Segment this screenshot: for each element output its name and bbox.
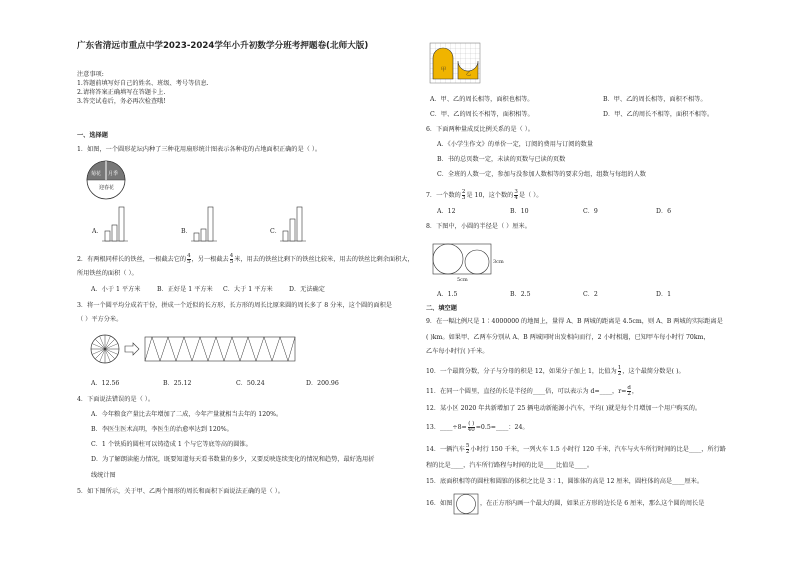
q12-stem: 12．某小区 2020 年共新增加了 25 辆电动新能源小汽车，平均( )就是每个月增加一个用户购买的。 <box>426 405 702 412</box>
q1-option-c-bars <box>280 205 306 245</box>
notes-item-3: 3.答完试卷后，务必再次检查哦! <box>77 98 166 105</box>
q2-option-a[interactable]: A．小于 1 平方米 <box>91 286 141 293</box>
q7-fraction-2: $\frac{3}{4}$ <box>514 189 518 201</box>
q2-option-b[interactable]: B．正好是 1 平方米 <box>157 286 213 293</box>
bar <box>194 233 199 241</box>
q15-stem: 15．底面积相等的圆柱和圆锥的体积之比是 3∶1，圆锥体的高是 12 厘米，圆柱体的高是____厘米。 <box>426 478 704 485</box>
q9-line-2: ( )km。如果甲、乙两车分别从 A、B 两城同时出发相向而行，2 小时相遇，已知甲车每小时行 70km， <box>426 334 710 341</box>
q4-option-d-line-1[interactable]: D．为了解朗读能力情况，既要知道每天看书数量的多少，又要反映连续变化的情况和趋势，最好选用折 <box>91 456 375 463</box>
shape-jia <box>433 48 453 79</box>
q2-line-1 <box>77 254 414 265</box>
q5-option-d[interactable]: D．甲、乙的周长不相等，面积不相等。 <box>603 111 714 118</box>
q8-dim-right: 3cm <box>493 259 504 265</box>
q16-label: 16．如图 <box>426 500 453 507</box>
bar <box>297 207 302 241</box>
q1-option-c-label[interactable]: C． <box>270 228 281 235</box>
section-fill-heading: 二、填空题 <box>426 305 457 312</box>
bar <box>201 229 206 241</box>
q6-option-c[interactable]: C．全班的人数一定，参加与没参加人数相等的要求分组，组数与每组的人数 <box>437 171 646 178</box>
q4-stem: 4．下面说法错误的是（ ）。 <box>77 396 155 403</box>
q9-line-1: 9．在一幅比例尺是 1∶4000000 的地图上，量得 A、B 两城的距离是 4.5cm，则 A、B 两城的实际距离是 <box>426 318 723 325</box>
q5-option-a[interactable]: A．甲、乙的周长相等，面积也相等。 <box>430 96 534 103</box>
q8-stem: 8．下图中，小圆的半径是（ ）厘米。 <box>426 223 531 230</box>
shape-yi-label: 乙 <box>466 71 472 77</box>
q5-option-b[interactable]: B．甲、乙的周长相等，面积不相等。 <box>603 96 707 103</box>
q2-text-c: 米，用去的铁丝比剩下的铁丝比较米，用去的铁丝比剩余面积大， <box>234 256 414 263</box>
q5-stem: 5．如下图所示，关于甲、乙两个图形的周长和面积下面说法正确的是（ ）。 <box>77 488 284 495</box>
q1-stem: 1．如图，一个圆形花坛内种了三种花用扇形统计图表示各种花的占地面积正确的是（ ）。 <box>77 146 322 153</box>
q10-stem: 10．一个最简分数，分子与分母的积是 12，如果分子加上 1，比值为 $\frac{1}{2}$ ，这个最简分数是( )。 <box>426 365 685 377</box>
section-choice-heading: 一、选择题 <box>77 132 108 139</box>
pie-label-1: 菊花 <box>91 171 102 177</box>
arrow-right-icon <box>125 343 139 355</box>
q1-option-b-label[interactable]: B． <box>181 228 192 235</box>
q14-line-2: 程的比是____，汽车所行路程与时间的比是____比值是____。 <box>426 462 594 469</box>
notes-item-1: 1.答题前填写好自己的姓名、班级、考号等信息. <box>77 80 209 87</box>
q6-stem: 6．下面两种量成反比例关系的是（ ）。 <box>426 126 534 133</box>
q3-option-a[interactable]: A．12.56 <box>91 380 120 387</box>
q13-stem: 13．____÷8= $\frac{( )}{40}$ =0.5=____：24。 <box>426 421 529 433</box>
q3-option-b[interactable]: B．25.12 <box>163 380 192 387</box>
q1-option-a-bars <box>102 205 128 245</box>
q2-fraction-2: $\frac{4}{5}$ <box>229 253 234 265</box>
q1-pie-figure <box>86 160 126 200</box>
q4-option-d-line-2: 线统计图 <box>91 472 116 479</box>
q8-circles-figure <box>432 238 502 278</box>
q3-line-2: （ ）平方分米。 <box>77 316 123 323</box>
pie-label-2: 月季 <box>108 171 119 177</box>
q2-text-a: 2．有两根同样长的铁丝，一根截去它的 <box>77 256 187 263</box>
q11-stem: 11．在同一个圆里，直径的长是半径的____倍，可以表示为 d=____，r= $\frac{d}{2}$ ， <box>426 385 639 397</box>
q16-square-figure <box>453 493 479 515</box>
shape-jia-label: 甲 <box>441 67 447 73</box>
q7-fraction-1: $\frac{2}{3}$ <box>461 189 466 201</box>
q2-fraction-1: $\frac{4}{5}$ <box>187 253 191 265</box>
q9-line-3: 乙车每小时行( )千米。 <box>426 348 489 355</box>
q3-line-1: 3．将一个圆平均分成若干份，拼成一个近似的长方形，长方形的周长比原来圆的周长多了 8 分米，这个圆的面积是 <box>77 302 392 309</box>
q3-option-c[interactable]: C．50.24 <box>236 380 265 387</box>
q8-option-b[interactable]: B．2.5 <box>510 291 531 298</box>
q2-line-2: 所用铁丝的面积（ ）。 <box>77 270 138 277</box>
q10-fraction: $\frac{1}{2}$ <box>617 365 622 377</box>
q7-option-a[interactable]: A．12 <box>437 208 456 215</box>
q8-option-d[interactable]: D．1 <box>656 291 672 298</box>
pie-label-3: 迎春花 <box>99 185 115 191</box>
q3-figure <box>90 334 320 366</box>
q3-option-d[interactable]: D．200.96 <box>306 380 339 387</box>
q2-option-c[interactable]: C．大于 1 平方米 <box>223 286 273 293</box>
q11-fraction: $\frac{d}{2}$ <box>627 385 631 397</box>
q6-option-b[interactable]: B．书的总页数一定，未读的页数与已读的页数 <box>437 156 566 163</box>
q7-option-b[interactable]: B．10 <box>510 208 529 215</box>
notes-heading: 注意事项: <box>77 71 104 78</box>
notes-item-2: 2.请将答案正确填写在答题卡上. <box>77 89 166 96</box>
q4-option-c[interactable]: C．1 个铁质的圆柱可以铸造成 1 个与它等底等高的圆锥。 <box>91 441 252 448</box>
q14-fraction: $\frac{5}{2}$ <box>465 443 470 455</box>
q14-line-1: 14．一辆汽车 $\frac{5}{2}$ 小时行 150 千米，一列火车 1.5 小时行 120 千米，汽车与火车所行时间的比是____，所行路 <box>426 443 726 455</box>
q4-option-a[interactable]: A．今年粮食产量比去年增加了二成，今年产量就相当去年的 120%。 <box>91 411 283 418</box>
page-title: 广东省清远市重点中学2023-2024学年小升初数学分班考押题卷(北师大版) <box>77 41 369 51</box>
q7-stem: 7．一个数的 $\frac{2}{3}$ 是 10，这个数的 $\frac{3}{4}$ 是（ ）。 <box>426 189 543 201</box>
q2-text-b: ，另一根截去 <box>191 256 229 263</box>
bar <box>119 207 124 241</box>
q6-option-a[interactable]: A．《小学生作文》的单价一定，订阅的费用与订阅的数量 <box>437 141 594 148</box>
q7-option-d[interactable]: D．6 <box>656 208 672 215</box>
outer-rectangle <box>433 244 491 274</box>
q8-option-c[interactable]: C．2 <box>583 291 598 298</box>
approx-rectangle <box>145 337 295 361</box>
segmented-circle <box>91 335 119 363</box>
q1-option-a-label[interactable]: A． <box>92 228 103 235</box>
q16-stem: ，在正方形内画一个最大的圆，如果正方形的边长是 6 厘米，那么这个圆的周长是 <box>480 500 705 507</box>
q4-option-b[interactable]: B．李医生医术高明，李医生的治愈率达到 120%。 <box>91 426 233 433</box>
square <box>454 494 478 514</box>
q5-option-c[interactable]: C．甲、乙的周长不相等，面积相等。 <box>430 111 534 118</box>
bar <box>105 231 110 241</box>
bar <box>290 219 295 241</box>
q7-option-c[interactable]: C．9 <box>583 208 598 215</box>
bar <box>208 207 213 241</box>
q5-grid-figure <box>430 43 480 83</box>
bar <box>283 231 288 241</box>
q8-dim-bottom: 5cm <box>457 277 468 283</box>
q1-option-b-bars <box>191 205 217 245</box>
q2-option-d[interactable]: D．无法确定 <box>289 286 325 293</box>
bar <box>112 225 117 241</box>
q13-fraction: $\frac{( )}{40}$ <box>467 421 475 433</box>
q8-option-a[interactable]: A．1.5 <box>437 291 458 298</box>
